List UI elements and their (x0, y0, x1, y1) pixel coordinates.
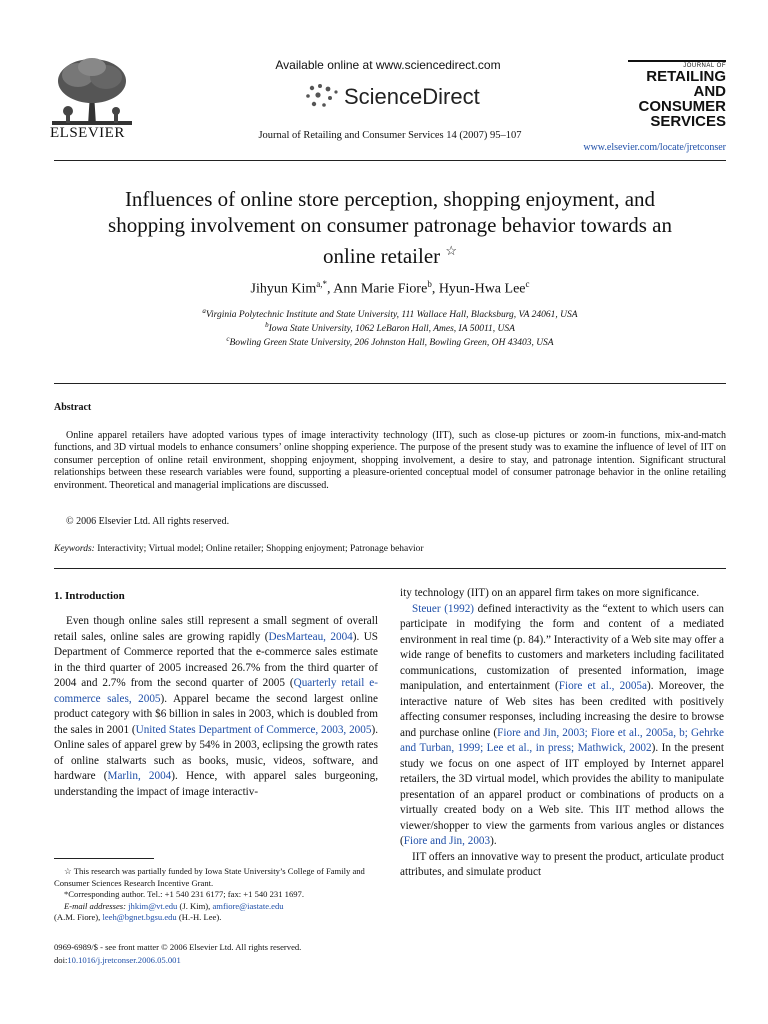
journal-logo-line: RETAILING (646, 68, 726, 85)
affiliation (60, 321, 720, 334)
right-column (400, 586, 724, 881)
journal-logo-line: CONSUMER (638, 98, 726, 115)
doi-label: doi: (54, 954, 68, 965)
email-link[interactable]: jhkim@vt.edu (128, 900, 178, 911)
paragraph-text: Even though online sales still represent a small segment of overall retail sales, online sales are growing rapidly ( (54, 615, 378, 643)
doi-line (54, 954, 378, 967)
citation-link[interactable]: United States Department of Commerce, 2003, 2005 (135, 723, 372, 736)
author-affiliation-mark: c (525, 279, 530, 289)
citation-link[interactable]: Fiore and Jin, 2003; Fiore et al., 2005a, b; Gehrke and Turban, 1999; Lee et al., in press; Mathwick, 2002 (400, 726, 724, 754)
section-heading: 1. Introduction (54, 590, 125, 602)
title-line: online retailer (322, 244, 441, 268)
author-list: Jihyun Kim$^{a,*}$, Ann Marie Fiore$^b$, Hyun-Hwa Lee$^c$ (250, 279, 530, 297)
email-owner: (H.-H. Lee). (176, 912, 222, 922)
citation-link[interactable]: Fiore et al., 2005a (558, 680, 647, 692)
abstract-top-divider (54, 383, 726, 384)
keywords (54, 544, 424, 554)
author-affiliation-mark: a,* (316, 279, 327, 289)
citation-link[interactable]: DesMarteau, 2004 (268, 630, 353, 643)
email-footnote-cont (54, 912, 378, 924)
corresponding-author-footnote: *Corresponding author. Tel.: +1 540 231 6177; fax: +1 540 231 1697. (64, 889, 304, 899)
paragraph-text: ). US Department of Commerce reported that the e-commerce sales estimate in the third quarter of 2005 increased 26.7% from the third quarter of 2004 and 2.7% from the second quarter of 2005 ( (54, 630, 379, 689)
citation-link[interactable]: Quarterly retail e-commerce sales, 2005 (54, 677, 378, 705)
footnotes (54, 866, 378, 924)
affiliation-mark: c (226, 335, 230, 343)
email-owner: (J. Kim), (177, 900, 213, 911)
funding-footnote: ☆ This research was partially funded by Iowa State University’s College of Family and Consumer Sciences Research Incentive Grant. (54, 866, 365, 888)
journal-citation: Journal of Retailing and Consumer Services 14 (2007) 95–107 (258, 130, 522, 141)
abstract-bottom-divider (54, 568, 726, 569)
journal-logo-line: JOURNAL OF (683, 63, 726, 69)
intro-paragraph (54, 614, 378, 800)
email-owner: (A.M. Fiore), (54, 912, 103, 922)
author-name: Hyun-Hwa Lee (438, 281, 526, 297)
title-line-3 (60, 238, 720, 269)
affiliation-mark: b (265, 321, 269, 329)
citation-link[interactable]: Steuer (1992) (412, 602, 475, 615)
keywords-label: Keywords: (54, 544, 95, 554)
intro-paragraph: IIT offers an innovative way to present the product, articulate product attributes, and simulate product (400, 850, 724, 878)
email-link[interactable]: amfiore@iastate.edu (212, 900, 284, 911)
sciencedirect-wordmark: ScienceDirect (344, 84, 480, 109)
affiliation (60, 335, 720, 348)
doi-link[interactable]: 10.1016/j.jretconser.2006.05.001 (67, 954, 181, 965)
footnote-divider (54, 858, 154, 859)
journal-logo-line: AND (693, 83, 726, 100)
affiliation-text: Iowa State University, 1062 LeBaron Hall, Ames, IA 50011, USA (268, 324, 515, 335)
keywords-list: Interactivity; Virtual model; Online retailer; Shopping enjoyment; Patronage behavior (97, 544, 424, 554)
left-column (54, 614, 378, 800)
paragraph-text: ). In the present study we focus on one aspect of IIT employed by Internet apparel retailers, the 3D virtual model, which provides the ability to manipulate presentation of an apparel product or combinations of products on a virtually created body on a Web site. This IIT method allows the viewer/shopper to view the garments from various angles or distances ( (400, 742, 724, 847)
author-name: Jihyun Kim (250, 281, 317, 297)
affiliation-text: Virginia Polytechnic Institute and State University, 111 Wallace Hall, Blacksburg, VA 24061, USA (205, 310, 578, 321)
issn-line: 0969-6989/$ - see front matter © 2006 Elsevier Ltd. All rights reserved. (54, 942, 302, 952)
article-title (60, 186, 720, 269)
affiliation-mark: a (202, 307, 206, 315)
title-footnote-star[interactable]: ☆ (445, 243, 458, 258)
journal-logo (628, 60, 726, 129)
affiliation-text: Bowling Green State University, 206 Johnston Hall, Bowling Green, OH 43403, USA (229, 338, 554, 349)
continued-paragraph: ity technology (IIT) on an apparel firm takes on more significance. (400, 587, 700, 599)
email-label: E-mail addresses: (64, 900, 126, 911)
email-link[interactable]: leeh@bgnet.bgsu.edu (102, 912, 177, 922)
abstract-heading: Abstract (54, 402, 92, 413)
journal-url-link[interactable]: www.elsevier.com/locate/jretconser (583, 142, 726, 153)
availability-line[interactable]: Available online at www.sciencedirect.com (275, 58, 501, 72)
author-affiliation-mark: b (427, 279, 432, 289)
front-matter-info (54, 941, 378, 966)
citation-link[interactable]: Marlin, 2004 (107, 770, 172, 782)
abstract-body: Online apparel retailers have adopted various types of image interactivity technology (IIT), such as close-up pictures or zoom-in functions, mix-and-match functions, and 3D virtual models to enhance consumers’ online shopping experience. The purpose of the present study was to examine the influence of level of IIT on consumer perception of online retail environment, shopping enjoyment, shopping involvement, a desire to stay, and patronage intention. Significant structural relationships between these research variables were found, supporting a pleasure-oriented conceptual model of consumer patronage behavior in the online retailing environment. Theoretical and managerial implications are discussed. (54, 430, 726, 491)
paragraph-text: ). Online sales of apparel grew by 54% in 2003, eclipsing the growth rates of online stalwarts such as books, music, videos, software, and hardware ( (54, 723, 378, 782)
title-line: shopping involvement on consumer patronage behavior towards an (108, 213, 672, 237)
paragraph-text: ). Moreover, the interactive nature of Web sites has been credited with positively affecting consumer responses, including increasing the desire to browse and purchase online ( (400, 680, 724, 739)
affiliation (60, 307, 720, 320)
paragraph-text: ). (490, 835, 497, 847)
elsevier-tree-logo (48, 55, 136, 127)
intro-paragraph (400, 602, 724, 850)
title-line: Influences of online store perception, shopping enjoyment, and (124, 187, 656, 211)
paragraph-text: ). Apparel became the second largest online product category with $6 billion in sales in 2003, which is doubled from the sales in 2001 ( (54, 692, 378, 736)
author-name: Ann Marie Fiore (333, 281, 428, 297)
publisher-name: ELSEVIER (50, 125, 125, 141)
sciencedirect-logo (300, 80, 500, 112)
citation-link[interactable]: Fiore and Jin, 2003 (403, 835, 491, 847)
email-footnote (54, 901, 378, 913)
paragraph-text: defined interactivity as the “extent to which users can participate in modifying the form and content of a mediated environment in real time (p. 84).” Interactivity of a Web site may offer a wide range of benefits to customers and marketers including facilitated communications, customization of presented information, image manipulation, and entertainment ( (400, 602, 724, 692)
header-divider (54, 160, 726, 161)
paragraph-text: ). Hence, with apparel sales burgeoning, understanding the impact of image interactiv- (54, 770, 379, 798)
journal-logo-line: SERVICES (650, 113, 726, 130)
abstract-copyright: © 2006 Elsevier Ltd. All rights reserved. (66, 516, 230, 527)
